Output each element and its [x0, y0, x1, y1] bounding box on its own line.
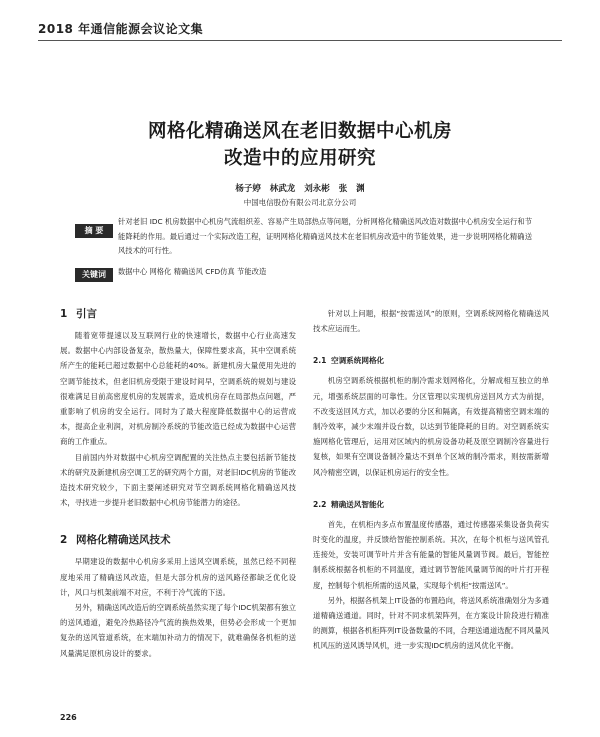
- abstract-text: 针对老旧 IDC 机房数据中心机房气流组织差、容易产生局部热点等问题，分析网格化精确送风改造对数据中心机房安全运行和节能降耗的作用。最后通过一个实际改造工程，证明网格化精确送风技术在老旧机房改造中的节能效果，进一步说明网格化精确送风技术的可行性。: [118, 217, 532, 255]
- paragraph: 另外，根据各机架上IT设备的布置趋向，将送风系统准确划分为多通道精确送通道。同时，针对不同求机架阵列，在方案设计阶段进行精准的测算，根据各机柜阵列IT设备数量的不同，合理送通道选配不同风量风机风压的送风诱导风机，进一步实现IDC机房的送风优化平衡。: [313, 595, 549, 651]
- abstract-tag: 摘 要: [75, 224, 113, 238]
- paragraph: 目前国内外对数据中心机房空调配置的关注热点主要包括新节能技术的研究及新建机房空调工艺的研究两个方面，对老旧IDC机房的节能改造技术研究较少，下面主要阐述研究对节空调系统网格化精确送风技术，寻找进一步提升老旧数据中心机房节能潜力的途径。: [60, 452, 296, 508]
- paragraph: 针对以上问题，根据“按需送风”的原则，空调系统网格化精确送风技术应运而生。: [313, 309, 549, 334]
- subsection-number: 2.2: [313, 499, 327, 509]
- right-column: [313, 296, 549, 654]
- section-heading: [60, 306, 296, 320]
- section-heading: [60, 532, 296, 546]
- page-number: 226: [60, 713, 77, 722]
- authors: 杨子婷 林武龙 刘永彬 张 渊: [235, 184, 365, 194]
- affiliation: 中国电信股份有限公司北京分公司: [243, 198, 357, 207]
- subsection-title: 空调系统网格化: [331, 356, 385, 366]
- header-rule: [38, 40, 562, 41]
- section-title: 引言: [76, 308, 97, 320]
- paragraph: 早期建设的数据中心机房多采用上送风空调系统，虽然已经不同程度地采用了精确送风改造，但是大部分机房的送风路径都缺乏优化设计，风口与机架前端不对应，不利于冷气流的下送。: [60, 557, 296, 597]
- left-column: [60, 296, 296, 661]
- subsection-heading: [313, 499, 549, 511]
- paragraph: 随着宽带提速以及互联网行业的快速增长，数据中心行业高速发展。数据中心内部设备复杂，散热量大，保障性要求高，其中空调系统所产生的能耗已超过数据中心总能耗的40%。新建机房大量使用先进的空调节能技术，但老旧机房受限于建设时间早，空调系统的规划与建设很难满足目前高密度机房的发展需求，造成机房存在局部热点问题，严重影响了机房的安全运行。同时为了最大程度降低数据中心的运营成本，提高企业利润，对机房制冷系统的节能改造已经成为数据中心运营商的工作重点。: [60, 331, 296, 447]
- paper-title-line-2: 改造中的应用研究: [223, 148, 376, 169]
- subsection-heading: [313, 355, 549, 367]
- paper-title-line-1: 网格化精确送风在老旧数据中心机房: [147, 121, 452, 142]
- section-title: 网格化精确送风技术: [76, 534, 171, 547]
- section-number: 1: [60, 308, 68, 320]
- section-number: 2: [60, 534, 68, 547]
- running-header: 2018 年通信能源会议论文集: [38, 22, 204, 36]
- paragraph: 另外，精确送风改造后的空调系统虽然实现了每个IDC机架都有独立的送风通道，避免冷热路径冷气流的换热效果，但势必会形成一个更加复杂的送风管道系统，在末端加补动力的情况下，就难确保各机柜的送风量满足原机房设计的要求。: [60, 603, 296, 658]
- paragraph: 机房空调系统根据机柜的制冷需求划网格化，分解成相互独立的单元，增强系统层面的可靠性。分区管理以实现机房送回风方式为前提，不改变送回风方式，加以必要的分区和隔离，有效提高精密空调末端的制冷效率，减少末端并设台数，以达到节能降耗的目的。对空调系统实施网格化管理后，运用对区域内的机房设备功耗及原空调制冷容量进行复核，如果有空调设备制冷量达不到单个区域的制冷需求，则按需新增风冷精密空调，以保证机房运行的安全性。: [313, 376, 549, 477]
- keywords-text: 数据中心 网格化 精确送风 CFD仿真 节能改造: [118, 267, 267, 276]
- subsection-title: 精确送风智能化: [331, 499, 385, 509]
- keywords-tag: 关键词: [75, 268, 113, 282]
- subsection-number: 2.1: [313, 356, 327, 366]
- paragraph: 首先，在机柜内多点布置温度传感器，通过传感器采集设备负荷实时变化的温度，并反馈给智能控制系统。其次，在每个机柜与送风管孔连接处，安装可调节叶片并含有能量的智能风量调节阀。最后，智能控制系统根据各机柜的不同温度，通过调节智能风量调节阀的叶片打开程度，控制每个机柜所需的送风量，实现每个机柜“按需送风”。: [313, 519, 549, 590]
